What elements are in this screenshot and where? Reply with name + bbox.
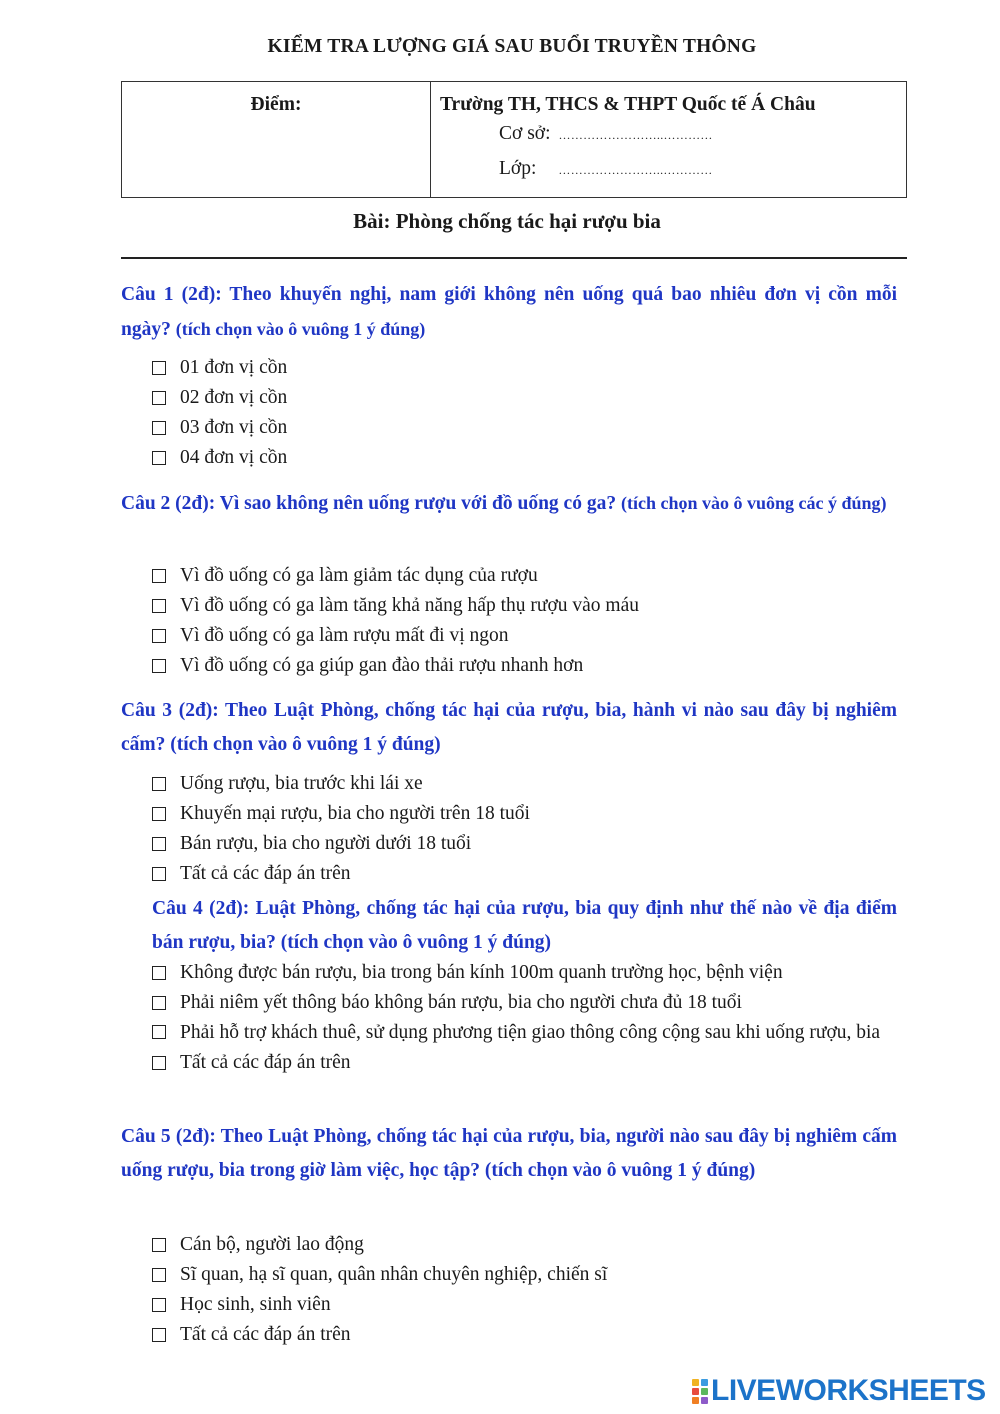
checkbox[interactable] <box>152 1238 166 1252</box>
option-label: 03 đơn vị cồn <box>180 417 288 438</box>
option-label: Sĩ quan, hạ sĩ quan, quân nhân chuyên nghiệp, chiến sĩ <box>180 1264 608 1285</box>
class-line <box>499 158 906 186</box>
option[interactable] <box>152 829 912 859</box>
checkbox[interactable] <box>152 1268 166 1282</box>
option-label: Học sinh, sinh viên <box>180 1294 331 1315</box>
question-3-title: Câu 3 (2đ): Theo Luật Phòng, chống tác hại của rượu, bia, hành vi nào sau đây bị nghiêm cấm? <box>121 700 897 755</box>
document-title: KIỂM TRA LƯỢNG GIÁ SAU BUỔI TRUYỀN THÔNG <box>267 36 757 57</box>
checkbox[interactable] <box>152 807 166 821</box>
option[interactable] <box>152 1048 912 1078</box>
option-label: Vì đồ uống có ga giúp gan đào thải rượu nhanh hơn <box>180 655 584 676</box>
question-4-options <box>152 958 912 1078</box>
class-label: Lớp: <box>499 158 537 179</box>
option[interactable] <box>152 443 912 473</box>
campus-field[interactable]: ……………………..………… <box>558 128 713 142</box>
checkbox[interactable] <box>152 659 166 673</box>
question-3-options <box>152 769 912 889</box>
option-label: Uống rượu, bia trước khi lái xe <box>180 773 423 794</box>
option-label: Khuyến mại rượu, bia cho người trên 18 tuổi <box>180 803 530 824</box>
option[interactable] <box>152 1260 912 1290</box>
question-3 <box>121 694 897 762</box>
question-5-title: Câu 5 (2đ): Theo Luật Phòng, chống tác hại của rượu, bia, người nào sau đây bị nghiêm cấm uống rượu, bia trong giờ làm việc, học tập? (tích chọn vào ô vuông 1 ý đúng) <box>121 1126 897 1181</box>
option[interactable] <box>152 1230 912 1260</box>
school-cell <box>431 82 906 197</box>
option[interactable] <box>152 561 912 591</box>
checkbox[interactable] <box>152 421 166 435</box>
option[interactable] <box>152 1018 887 1048</box>
checkbox[interactable] <box>152 996 166 1010</box>
checkbox[interactable] <box>152 361 166 375</box>
question-5 <box>121 1120 897 1188</box>
question-2-title: Câu 2 (2đ): Vì sao không nên uống rượu với đồ uống có ga? <box>121 493 617 514</box>
option-label: Phải niêm yết thông báo không bán rượu, bia cho người chưa đủ 18 tuổi <box>180 992 742 1013</box>
option-label: Vì đồ uống có ga làm rượu mất đi vị ngon <box>180 625 509 646</box>
logo-text: LIVEWORKSHEETS <box>711 1374 986 1407</box>
campus-label: Cơ sở: <box>499 123 551 144</box>
header-table <box>121 81 907 198</box>
option[interactable] <box>152 799 912 829</box>
option-label: Tất cả các đáp án trên <box>180 1324 351 1345</box>
checkbox[interactable] <box>152 569 166 583</box>
checkbox[interactable] <box>152 629 166 643</box>
option[interactable] <box>152 413 912 443</box>
score-cell <box>122 82 431 197</box>
option[interactable] <box>152 769 912 799</box>
option[interactable] <box>152 591 912 621</box>
option-label: 02 đơn vị cồn <box>180 387 288 408</box>
liveworksheets-logo <box>692 1374 986 1408</box>
question-1-title: Câu 1 (2đ): Theo khuyến nghị, nam giới không nên uống quá bao nhiêu đơn vị cồn mỗi ngày? <box>121 284 897 340</box>
checkbox[interactable] <box>152 837 166 851</box>
class-field[interactable]: ……………………..………… <box>558 163 713 177</box>
checkbox[interactable] <box>152 599 166 613</box>
option[interactable] <box>152 353 912 383</box>
question-4-hint: (tích chọn vào ô vuông 1 ý đúng) <box>280 932 552 953</box>
checkbox[interactable] <box>152 1328 166 1342</box>
checkbox[interactable] <box>152 777 166 791</box>
option-label: 04 đơn vị cồn <box>180 447 288 468</box>
question-3-hint: (tích chọn vào ô vuông 1 ý đúng) <box>170 734 441 755</box>
question-1-options <box>152 353 912 473</box>
school-name: Trường TH, THCS & THPT Quốc tế Á Châu <box>440 94 816 115</box>
option[interactable] <box>152 988 912 1018</box>
option[interactable] <box>152 383 912 413</box>
logo-blocks-icon <box>692 1379 708 1404</box>
option[interactable] <box>152 621 912 651</box>
option-label: Vì đồ uống có ga làm tăng khả năng hấp thụ rượu vào máu <box>180 595 639 616</box>
option-label: Phải hỗ trợ khách thuê, sử dụng phương tiện giao thông công cộng sau khi uống rượu, bia <box>180 1022 881 1043</box>
question-2-hint: (tích chọn vào ô vuông các ý đúng) <box>620 493 887 513</box>
checkbox[interactable] <box>152 1298 166 1312</box>
option-label: Tất cả các đáp án trên <box>180 1052 351 1073</box>
checkbox[interactable] <box>152 391 166 405</box>
divider <box>121 257 907 259</box>
option[interactable] <box>152 1290 912 1320</box>
question-4 <box>152 892 897 960</box>
checkbox[interactable] <box>152 867 166 881</box>
option[interactable] <box>152 651 912 681</box>
lesson-title: Bài: Phòng chống tác hại rượu bia <box>353 209 661 233</box>
checkbox[interactable] <box>152 966 166 980</box>
question-5-options <box>152 1230 912 1350</box>
option-label: Không được bán rượu, bia trong bán kính 100m quanh trường học, bệnh viện <box>180 962 783 983</box>
checkbox[interactable] <box>152 1056 166 1070</box>
option[interactable] <box>152 1320 912 1350</box>
campus-line <box>499 123 906 151</box>
question-1 <box>121 278 897 347</box>
option-label: 01 đơn vị cồn <box>180 357 288 378</box>
score-label: Điểm: <box>250 94 302 115</box>
checkbox[interactable] <box>152 1025 166 1039</box>
option[interactable] <box>152 958 912 988</box>
question-2-options <box>152 561 912 681</box>
option[interactable] <box>152 859 912 889</box>
option-label: Cán bộ, người lao động <box>180 1234 364 1255</box>
checkbox[interactable] <box>152 451 166 465</box>
option-label: Vì đồ uống có ga làm giảm tác dụng của rượu <box>180 565 538 586</box>
question-1-hint: (tích chọn vào ô vuông 1 ý đúng) <box>175 319 426 339</box>
option-label: Bán rượu, bia cho người dưới 18 tuổi <box>180 833 472 854</box>
option-label: Tất cả các đáp án trên <box>180 863 351 884</box>
question-2 <box>121 486 897 521</box>
question-4-title: Câu 4 (2đ): Luật Phòng, chống tác hại của rượu, bia quy định như thế nào về địa điểm bán rượu, bia? <box>152 898 897 953</box>
